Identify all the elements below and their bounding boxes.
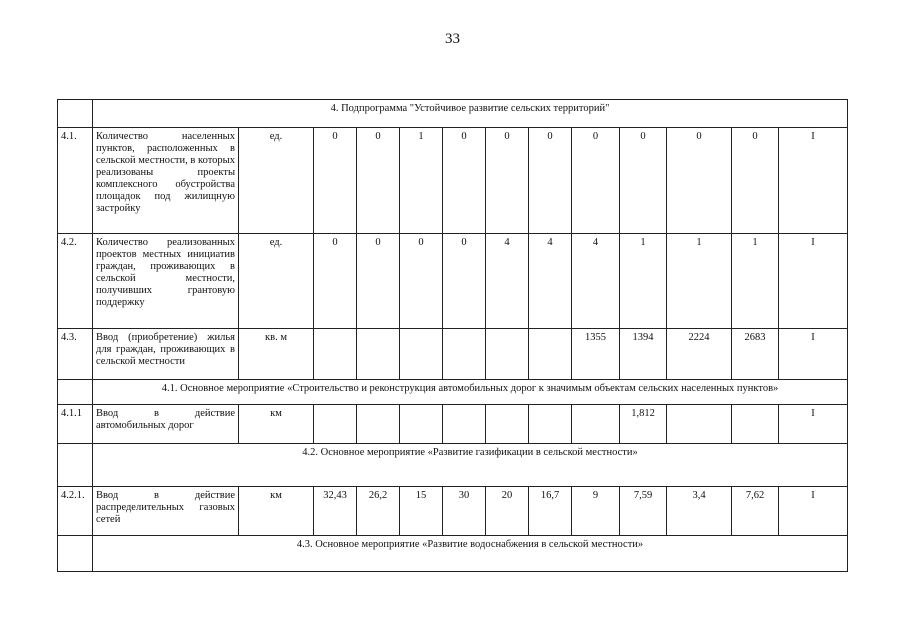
value-cell: 4 (529, 234, 572, 329)
table-row (58, 128, 848, 234)
value-cell: 16,7 (529, 487, 572, 536)
indicator-name: Количество населенных пунктов, расположенных в сельской местности, в которых реализованы проекты комплексного обустройства площадок под жилищную застройку (93, 128, 239, 234)
section-title: 4.3. Основное мероприятие «Развитие водоснабжения в сельской местности» (93, 536, 848, 572)
value-cell: 32,43 (314, 487, 357, 536)
page-number: 33 (445, 31, 460, 47)
indicator-name: Ввод (приобретение) жилья для граждан, проживающих в сельской местности (93, 329, 239, 380)
value-cell: 0 (443, 234, 486, 329)
value-cell: 0 (357, 234, 400, 329)
section-row (58, 100, 848, 128)
value-cell (314, 329, 357, 380)
indicator-name: Ввод в действие автомобильных дорог (93, 405, 239, 444)
value-cell: 0 (732, 128, 779, 234)
value-cell: 20 (486, 487, 529, 536)
unit-cell: км (239, 487, 314, 536)
value-cell: 1 (620, 234, 667, 329)
type-cell: I (779, 128, 848, 234)
row-number-cell (58, 380, 93, 405)
value-cell: 0 (572, 128, 620, 234)
value-cell: 26,2 (357, 487, 400, 536)
value-cell: 0 (486, 128, 529, 234)
value-cell (486, 329, 529, 380)
value-cell (314, 405, 357, 444)
value-cell: 0 (667, 128, 732, 234)
value-cell: 1 (400, 128, 443, 234)
row-number: 4.1. (58, 128, 93, 234)
section-row (58, 444, 848, 487)
value-cell (400, 405, 443, 444)
type-cell: I (779, 329, 848, 380)
value-cell: 0 (620, 128, 667, 234)
value-cell (357, 405, 400, 444)
value-cell: 1 (732, 234, 779, 329)
value-cell: 1355 (572, 329, 620, 380)
value-cell: 9 (572, 487, 620, 536)
unit-cell: км (239, 405, 314, 444)
section-row (58, 536, 848, 572)
unit-cell: кв. м (239, 329, 314, 380)
type-cell: I (779, 234, 848, 329)
value-cell (667, 405, 732, 444)
table-row (58, 234, 848, 329)
value-cell (486, 405, 529, 444)
value-cell: 1 (667, 234, 732, 329)
unit-cell: ед. (239, 128, 314, 234)
row-number: 4.3. (58, 329, 93, 380)
value-cell: 1,812 (620, 405, 667, 444)
value-cell (572, 405, 620, 444)
table-row (58, 329, 848, 380)
value-cell: 1394 (620, 329, 667, 380)
value-cell: 4 (572, 234, 620, 329)
unit-cell: ед. (239, 234, 314, 329)
table-row (58, 405, 848, 444)
row-number: 4.2. (58, 234, 93, 329)
value-cell: 7,59 (620, 487, 667, 536)
value-cell: 0 (443, 128, 486, 234)
row-number: 4.2.1. (58, 487, 93, 536)
value-cell (529, 405, 572, 444)
section-title: 4.1. Основное мероприятие «Строительство и реконструкция автомобильных дорог к значимым объектам сельских населенных пунктов» (93, 380, 848, 405)
value-cell: 7,62 (732, 487, 779, 536)
indicator-name: Ввод в действие распределительных газовых сетей (93, 487, 239, 536)
value-cell (529, 329, 572, 380)
table-row (58, 487, 848, 536)
section-title: 4. Подпрограмма "Устойчивое развитие сельских территорий" (93, 100, 848, 128)
row-number-cell (58, 536, 93, 572)
type-cell: I (779, 487, 848, 536)
value-cell: 0 (314, 234, 357, 329)
indicators-table (57, 99, 848, 572)
value-cell: 0 (400, 234, 443, 329)
row-number: 4.1.1 (58, 405, 93, 444)
value-cell (443, 405, 486, 444)
row-number-cell (58, 444, 93, 487)
section-title: 4.2. Основное мероприятие «Развитие газификации в сельской местности» (93, 444, 848, 487)
value-cell: 15 (400, 487, 443, 536)
value-cell: 2224 (667, 329, 732, 380)
value-cell: 30 (443, 487, 486, 536)
value-cell: 0 (357, 128, 400, 234)
value-cell (357, 329, 400, 380)
value-cell (732, 405, 779, 444)
row-number-cell (58, 100, 93, 128)
value-cell: 4 (486, 234, 529, 329)
section-row (58, 380, 848, 405)
value-cell: 0 (314, 128, 357, 234)
value-cell: 3,4 (667, 487, 732, 536)
value-cell: 0 (529, 128, 572, 234)
type-cell: I (779, 405, 848, 444)
value-cell: 2683 (732, 329, 779, 380)
indicator-name: Количество реализованных проектов местных инициатив граждан, проживающих в сельской местности, получивших грантовую поддержку (93, 234, 239, 329)
value-cell (443, 329, 486, 380)
value-cell (400, 329, 443, 380)
